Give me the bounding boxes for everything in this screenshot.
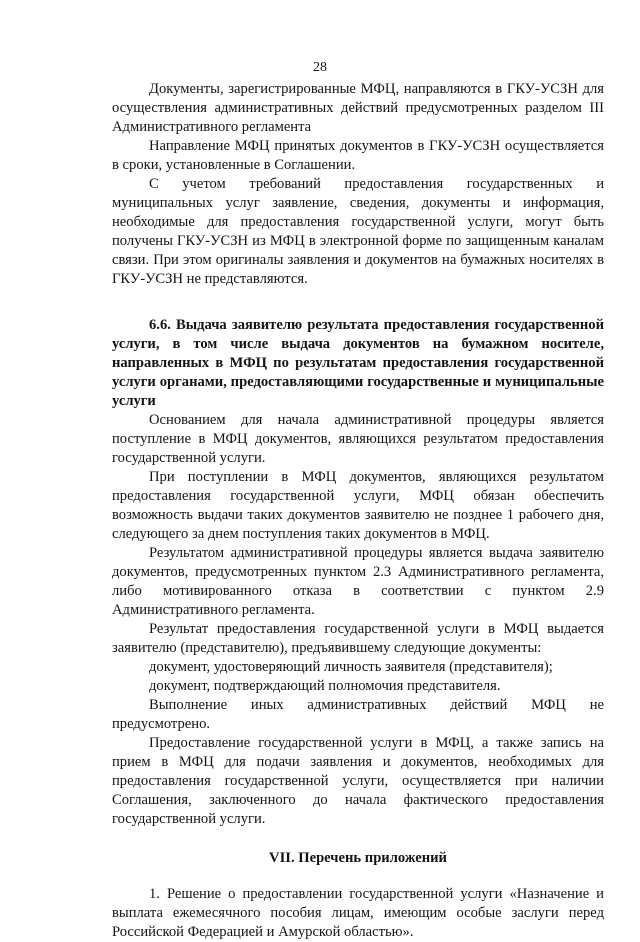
list-item: документ, подтверждающий полномочия представителя. (149, 678, 501, 694)
paragraph: С учетом требований предоставления государственных и муниципальных услуг заявление, сведения, документы и информация, необходимые для предоставления государственной услуги, могут быть получены ГКУ-УСЗН из МФЦ в электронной форме по защищенным каналам связи. При этом оригиналы заявления и документов на бумажных носителях в ГКУ-УСЗН не представляются. (112, 176, 604, 287)
list-item: документ, удостоверяющий личность заявителя (представителя); (149, 659, 553, 675)
section-heading-6-6: 6.6. Выдача заявителю результата предоставления государственной услуги, в том числе выдача документов на бумажном носителе, направленных в МФЦ по результатам предоставления государственной услуги органами, предоставляющими государственные и муниципальные услуги (112, 317, 604, 409)
document-body (112, 80, 604, 942)
paragraph: Результат предоставления государственной услуги в МФЦ выдается заявителю (представителю), предъявившему следующие документы: (112, 621, 604, 656)
paragraph: Предоставление государственной услуги в МФЦ, а также запись на прием в МФЦ для подачи заявления и документов, необходимых для предоставления государственной услуги, осуществляется при наличии Соглашения, заключенного до начала фактического предоставления государственной услуги. (112, 735, 604, 827)
appendix-item: 1. Решение о предоставлении государственной услуги «Назначение и выплата ежемесячного пособия лицам, имеющим особые заслуги перед Российской Федерацией и Амурской областью». (112, 886, 604, 940)
paragraph: Результатом административной процедуры является выдача заявителю документов, предусмотренных пунктом 2.3 Административного регламента, либо мотивированного отказа в соответствии с пунктом 2.9 Административного регламента. (112, 545, 604, 618)
section-heading-7: VII. Перечень приложений (269, 850, 447, 866)
paragraph: При поступлении в МФЦ документов, являющихся результатом предоставления государственной услуги, МФЦ обязан обеспечить возможность выдачи таких документов заявителю не позднее 1 рабочего дня, следующего за днем поступления таких документов в МФЦ. (112, 469, 604, 542)
paragraph: Выполнение иных административных действий МФЦ не предусмотрено. (112, 697, 604, 732)
spacer (112, 289, 604, 304)
paragraph: Основанием для начала административной процедуры является поступление в МФЦ документов, являющихся результатом предоставления государственной услуги. (112, 412, 604, 466)
paragraph: Документы, зарегистрированные МФЦ, направляются в ГКУ-УСЗН для осуществления административных действий предусмотренных разделом III Административного регламента (112, 81, 604, 135)
paragraph: Направление МФЦ принятых документов в ГКУ-УСЗН осуществляется в сроки, установленные в Соглашении. (112, 138, 604, 173)
page-number: 28 (313, 60, 327, 75)
